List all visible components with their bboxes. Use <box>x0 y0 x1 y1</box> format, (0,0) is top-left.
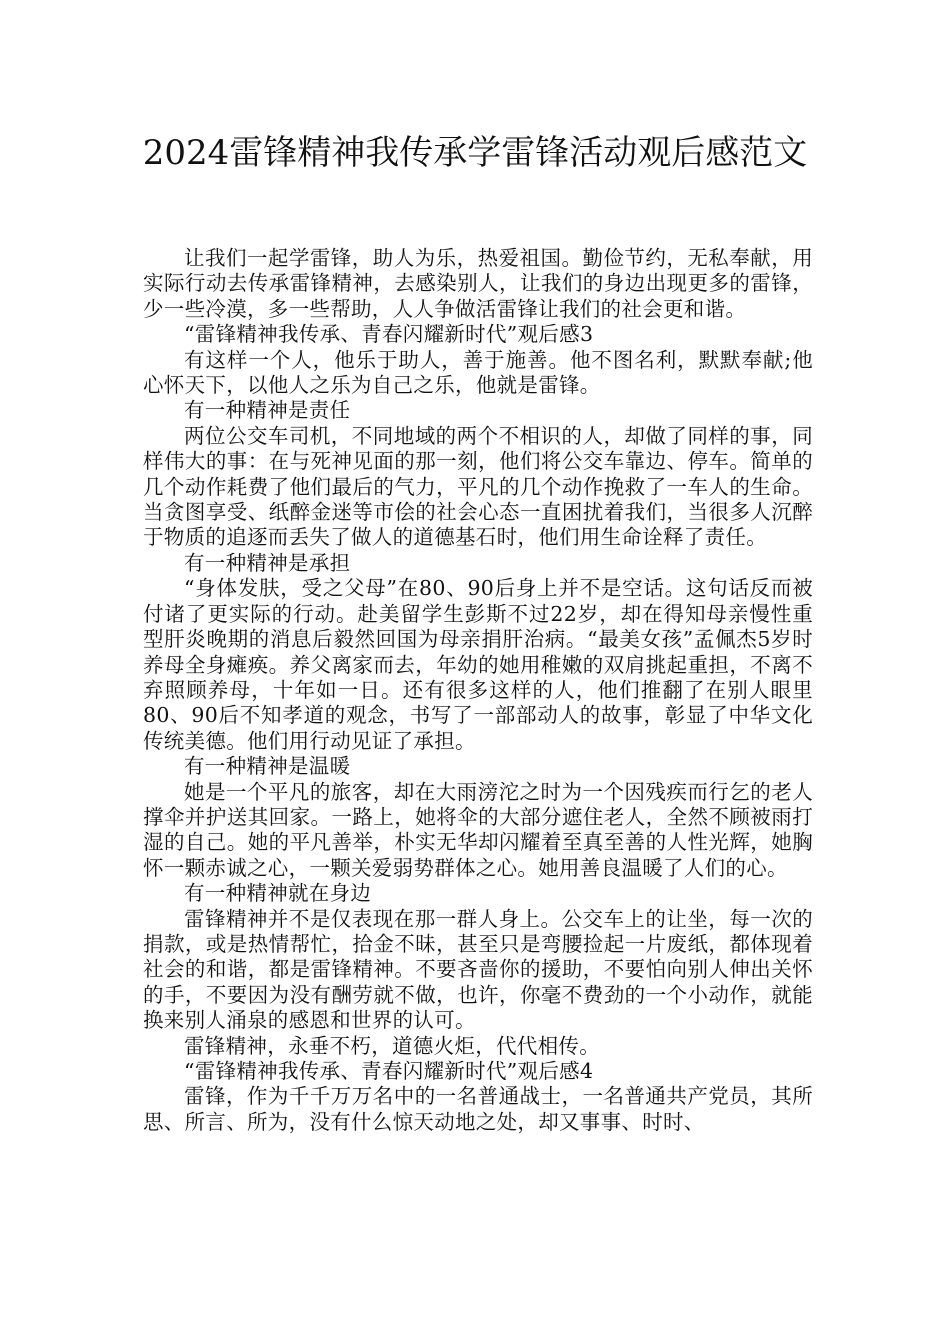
section-heading: 有一种精神是承担 <box>184 550 351 575</box>
section-heading: “雷锋精神我传承、青春闪耀新时代”观后感3 <box>184 322 594 347</box>
document-title: 2024雷锋精神我传承学雷锋活动观后感范文 <box>142 133 808 173</box>
paragraph: 她是一个平凡的旅客，却在大雨滂沱之时为一个因残疾而行乞的老人撑伞并护送其回家。一路上，她将伞的大部分遮住老人，全然不顾被雨打湿的自己。她的平凡善举，朴实无华却闪耀着至真至善的人性光辉，她胸怀一颗赤诚之心，一颗关爱弱势群体之心。她用善良温暖了人们的心。 <box>143 779 813 880</box>
section-heading: 有一种精神是责任 <box>184 398 351 423</box>
paragraph: 两位公交车司机，不同地域的两个不相识的人，却做了同样的事，同样伟大的事：在与死神见面的那一刻，他们将公交车靠边、停车。简单的几个动作耗费了他们最后的气力，平凡的几个动作挽救了一车人的生命。当贪图享受、纸醉金迷等市侩的社会心态一直困扰着我们，当很多人沉醉于物质的追逐而丢失了做人的道德基石时，他们用生命诠释了责任。 <box>143 423 813 550</box>
paragraph: 让我们一起学雷锋，助人为乐，热爱祖国。勤俭节约，无私奉献，用实际行动去传承雷锋精神，去感染别人，让我们的身边出现更多的雷锋，少一些冷漠，多一些帮助，人人争做活雷锋让我们的社会更和谐。 <box>143 246 813 321</box>
paragraph: 雷锋精神，永垂不朽，道德火炬，代代相传。 <box>184 1033 600 1058</box>
paragraph: 有这样一个人，他乐于助人，善于施善。他不图名利，默默奉献;他心怀天下，以他人之乐为自己之乐，他就是雷锋。 <box>143 347 813 398</box>
paragraph: 雷锋精神并不是仅表现在那一群人身上。公交车上的让坐，每一次的捐款，或是热情帮忙，拾金不昧，甚至只是弯腰捡起一片废纸，都体现着社会的和谐，都是雷锋精神。不要吝啬你的援助，不要怕向别人伸出关怀的手，不要因为没有酬劳就不做，也许，你毫不费劲的一个小动作，就能换来别人涌泉的感恩和世界的认可。 <box>143 906 813 1033</box>
section-heading: 有一种精神是温暖 <box>184 754 351 779</box>
document-body <box>143 246 813 1135</box>
section-heading: “雷锋精神我传承、青春闪耀新时代”观后感4 <box>184 1059 594 1083</box>
paragraph: 雷锋，作为千千万万名中的一名普通战士，一名普通共产党员，其所思、所言、所为，没有什么惊天动地之处，却又事事、时时、 <box>143 1084 813 1134</box>
section-heading: 有一种精神就在身边 <box>184 881 372 906</box>
paragraph: “身体发肤，受之父母”在80、90后身上并不是空话。这句话反而被付诸了更实际的行动。赴美留学生彭斯不过22岁，却在得知母亲慢性重型肝炎晚期的消息后毅然回国为母亲捐肝治病。“最美女孩”孟佩杰5岁时养母全身瘫痪。养父离家而去，年幼的她用稚嫩的双肩挑起重担，不离不弃照顾养母，十年如一日。还有很多这样的人，他们推翻了在别人眼里80、90后不知孝道的观念，书写了一部部动人的故事，彰显了中华文化传统美德。他们用行动见证了承担。 <box>143 576 813 753</box>
